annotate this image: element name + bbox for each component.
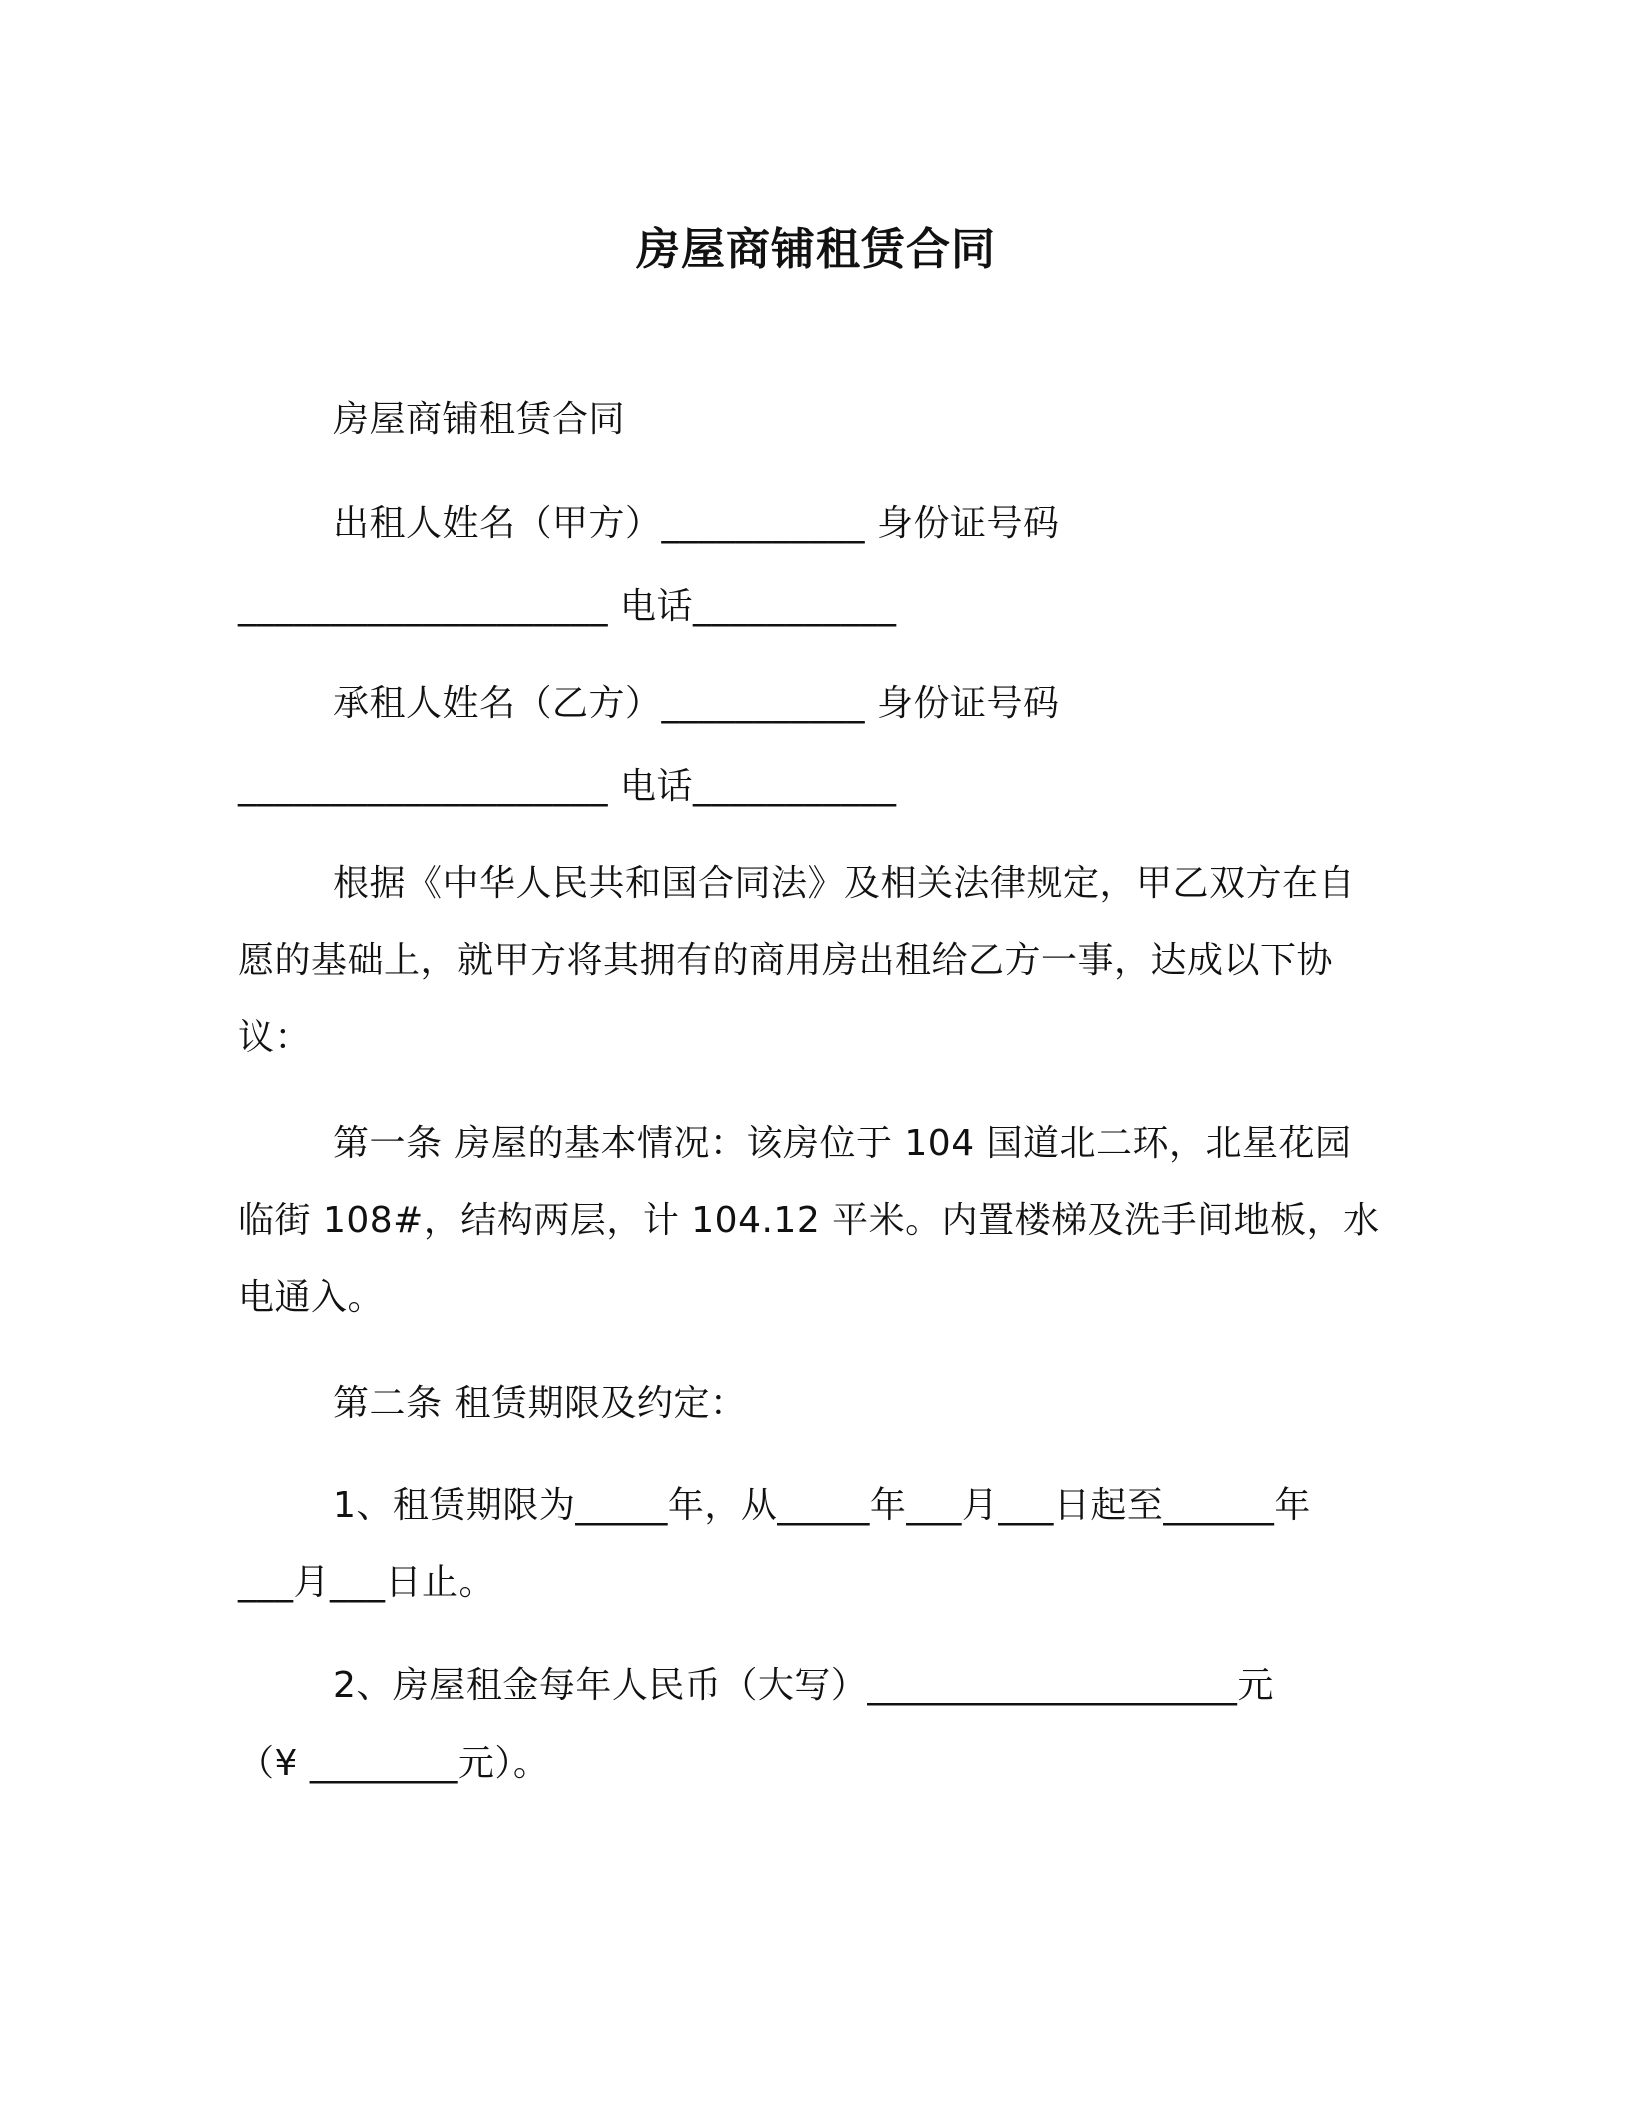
lessee-phone-line: ____________________ 电话___________ xyxy=(238,766,897,807)
preamble-line-2: 愿的基础上，就甲方将其拥有的商用房出租给乙方一事，达成以下协 xyxy=(238,940,1334,981)
document-title: 房屋商铺租赁合同 xyxy=(636,224,996,275)
lessor-name-line: 出租人姓名（甲方）___________ 身份证号码 xyxy=(333,503,1060,544)
lessee-name-line: 承租人姓名（乙方）___________ 身份证号码 xyxy=(333,683,1060,724)
article-1-line-3: 电通入。 xyxy=(238,1277,385,1318)
lessor-phone-line: ____________________ 电话___________ xyxy=(238,586,897,627)
term-line-2: ___月___日止。 xyxy=(238,1562,496,1603)
term-line-1: 1、租赁期限为_____年，从_____年___月___日起至______年 xyxy=(333,1485,1311,1526)
article-1-line-2: 临街 108#，结构两层，计 104.12 平米。内置楼梯及洗手间地板，水 xyxy=(238,1200,1380,1241)
rent-line-1: 2、房屋租金每年人民币（大写）____________________元 xyxy=(333,1665,1274,1706)
article-2-heading: 第二条 租赁期限及约定： xyxy=(333,1383,747,1424)
subtitle-line: 房屋商铺租赁合同 xyxy=(333,399,626,440)
preamble-line-3: 议： xyxy=(238,1017,312,1058)
preamble-line-1: 根据《中华人民共和国合同法》及相关法律规定，甲乙双方在自 xyxy=(333,863,1356,904)
article-1-line-1: 第一条 房屋的基本情况：该房位于 104 国道北二环，北星花园 xyxy=(333,1123,1352,1164)
rent-line-2: （¥ ________元）。 xyxy=(238,1743,550,1784)
